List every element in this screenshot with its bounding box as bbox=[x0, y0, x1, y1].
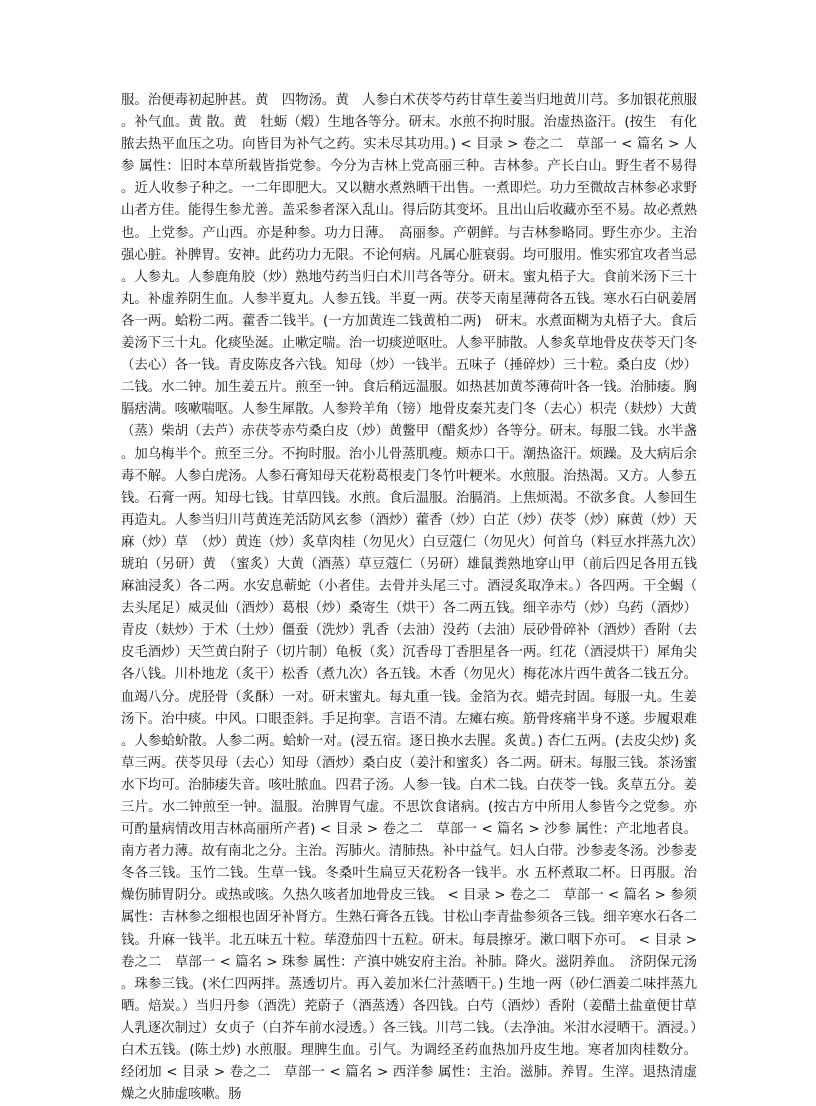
herbal-text-body: 服。治便毒初起肿甚。黄 四物汤。黄 人参白术茯苓芍药甘草生姜当归地黄川芎。多加银花煎服。补气血。黄 散。黄 牡蛎（煅）生地各等分。研末。水煎不拘时服。治虚热盗汗。(按生 有化脓去热平血压之功。向皆目为补气之药。实未尽其功用。) < 目录 > 卷之二 草部一 < 篇名 > 人参 属性：旧时本草所载皆指党参。今分为吉林上党高丽三种。吉林参。产长白山。野生者不易得。近人收参子种之。一二年即肥大。又以糖水煮熟晒干出售。一煮即烂。功力至微故吉林参必求野山者方佳。能得生参尤善。盖采参者深入乱山。得后防其变坏。且出山后收藏亦至不易。故必煮熟也。上党参。产山西。亦是种参。功力日薄。 高丽参。产朝鲜。与吉林参略同。野生亦少。主治强心脏。补脾胃。安神。此药功力无限。不论何病。凡属心脏衰弱。均可服用。惟实邪宜攻者当忌。人参丸。人参鹿角胶（炒）熟地芍药当归白术川芎各等分。研末。蜜丸梧子大。食前米汤下三十丸。补虚养阴生血。人参半夏丸。人参五钱。半夏一两。茯苓天南星薄荷各五钱。寒水石白矾姜屑各一两。蛤粉二两。藿香二钱半。(一方加黄连二钱黄柏二两) 研末。水煮面糊为丸梧子大。食后姜汤下三十丸。化痰坠涎。止嗽定喘。治一切痰逆呕吐。人参平肺散。人参炙草地骨皮茯苓天门冬（去心）各一钱。青皮陈皮各六钱。知母（炒）一钱半。五味子（捶碎炒）三十粒。桑白皮（炒）二钱。水二钟。加生姜五片。煎至一钟。食后稍远温服。如热甚加黄芩薄荷叶各一钱。治肺痿。胸膈痞满。咳嗽喘呕。人参生犀散。人参羚羊角（镑）地骨皮秦艽麦门冬（去心）枳壳（麸炒）大黄（蒸）柴胡（去芦）赤茯苓赤芍桑白皮（炒）黄鳖甲（醋炙炒）各等分。研末。每服二钱。水半盏。加乌梅半个。煎至三分。不拘时服。治小儿骨蒸肌瘦。颊赤口干。潮热盗汗。烦躁。及大病后余毒不解。人参白虎汤。人参石膏知母天花粉葛根麦门冬竹叶粳米。水煎服。治热渴。又方。人参五钱。石膏一两。知母七钱。甘草四钱。水煎。食后温服。治膈消。上焦烦渴。不欲多食。人参回生再造丸。人参当归川芎黄连羌活防风玄参（酒炒）藿香（炒）白芷（炒）茯苓（炒）麻黄（炒）天麻（炒）草 （炒）黄连（炒）炙草肉桂（勿见火）白豆蔻仁（勿见火）何首乌（料豆水拌蒸九次）琥珀（另研）黄 （蜜炙）大黄（酒蒸）草豆蔻仁（另研）雄鼠粪熟地穿山甲（前后四足各用五钱麻油浸炙）各二两。水安息蕲蛇（小者佳。去骨并头尾三寸。酒浸炙取净末。）各四两。干全蝎（去头尾足）威灵仙（酒炒）葛根（炒）桑寄生（烘干）各二两五钱。细辛赤芍（炒）乌药（酒炒）青皮（麸炒）于术（土炒）僵蚕（洗炒）乳香（去油）没药（去油）辰砂骨碎补（酒炒）香附（去皮毛酒炒）天竺黄白附子（切片制）龟板（炙）沉香母丁香胆星各一两。红花（酒浸烘干）犀角尖各八钱。川朴地龙（炙干）松香（煮九次）各五钱。木香（勿见火）梅花冰片西牛黄各二钱五分。血竭八分。虎胫骨（炙酥）一对。研末蜜丸。每丸重一钱。金箔为衣。蜡壳封固。每服一丸。生姜汤下。治中痰。中风。口眼歪斜。手足拘挛。言语不清。左瘫右痪。筋骨疼痛半身不遂。步履艰难。人参蛤蚧散。人参二两。蛤蚧一对。(浸五宿。逐日换水去腥。炙黄。) 杏仁五两。(去皮尖炒) 炙草三两。茯苓贝母（去心）知母（酒炒）桑白皮（姜汁和蜜炙）各二两。研末。每服三钱。茶汤蜜水下均可。治肺痿失音。咳吐脓血。四君子汤。人参一钱。白术二钱。白茯苓一钱。炙草五分。姜三片。水二钟煎至一钟。温服。治脾胃气虚。不思饮食诸病。(按古方中所用人参皆今之党参。亦可酌量病情改用吉林高丽所产者) < 目录 > 卷之二 草部一 < 篇名 > 沙参 属性：产北地者良。南方者力薄。故有南北之分。主治。泻肺火。清肺热。补中益气。妇人白带。沙参麦冬汤。沙参麦冬各三钱。玉竹二钱。生草一钱。冬桑叶生扁豆天花粉各一钱半。水 五杯煮取二杯。日再服。治燥伤肺胃阴分。或热或咳。久热久咳者加地骨皮三钱。 < 目录 > 卷之二 草部一 < 篇名 > 参须 属性：吉林参之细根也固牙补肾方。生熟石膏各五钱。甘松山李青盐参须各三钱。细辛寒水石各二钱。升麻一钱半。北五味五十粒。荜澄茄四十五粒。研末。每晨擦牙。漱口咽下亦可。 < 目录 > 卷之二 草部一 < 篇名 > 珠参 属性：产滇中姚安府主治。补肺。降火。滋阴养血。 济阴保元汤。珠参三钱。(米仁四两拌。蒸透切片。再入姜加米仁汁蒸晒干。) 生地一两（砂仁酒姜二味拌蒸九晒。焙炭。）当归丹参（酒洗）茺蔚子（酒蒸透）各四钱。白芍（酒炒）香附（姜醋土盐童便甘草人乳逐次制过）女贞子（白芥车前水浸透。）各三钱。川芎二钱。（去净油。米泔水浸晒干。酒浸。）白术五钱。(陈土炒) 水煎服。理脾生血。引气。为调经圣药血热加丹皮生地。寒者加肉桂数分。经闭加 < 目录 > 卷之二 草部一 < 篇名 > 西洋参 属性：主治。滋肺。养胃。生滓。退热清虚燥之火肺虚咳嗽。肠 bbox=[121, 93, 702, 1103]
document-page bbox=[121, 90, 702, 1106]
